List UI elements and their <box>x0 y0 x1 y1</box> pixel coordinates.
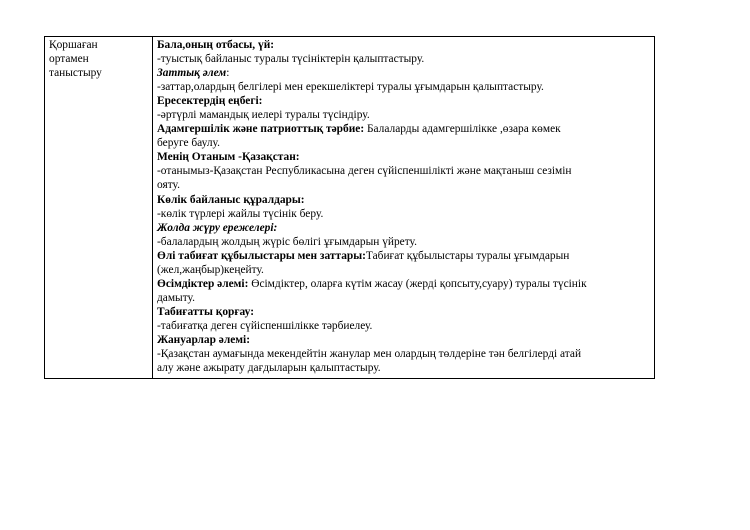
section-text: (жел,жаңбыр)кеңейту. <box>157 263 264 276</box>
topic-line: таныстыру <box>49 67 102 80</box>
curriculum-table <box>44 36 655 379</box>
section-text: -балалардың жолдың жүріс бөлігі ұғымдарын үйрету. <box>157 235 417 248</box>
section-heading-line <box>157 249 650 263</box>
section-heading-line <box>157 305 650 319</box>
section-heading-line <box>157 333 650 347</box>
section-text: -туыстық байланыс туралы түсініктерін қалыптастыру. <box>157 53 425 66</box>
heading-suffix: : <box>226 67 230 80</box>
section-text: дамыту. <box>157 291 195 304</box>
section-heading: Жануарлар әлемі: <box>157 333 251 346</box>
section-heading-line <box>157 38 650 52</box>
section-inline-text: Өсімдіктер, оларға күтім жасау (жерді қопсыту,суару) туралы түсінік <box>248 277 587 290</box>
section-heading: Бала,оның отбасы, үй: <box>157 39 275 51</box>
section-text: -Қазақстан аумағында мекендейтін жанулар мен олардың төлдеріне тән белгілерді атай <box>157 348 582 361</box>
section-heading: Өсімдіктер әлемі: <box>157 277 249 290</box>
section-heading: Табиғатты қорғау: <box>157 305 254 318</box>
section-heading-line <box>157 66 650 80</box>
content-cell <box>153 37 655 379</box>
topic-cell <box>45 37 153 379</box>
section-text: -көлік түрлері жайлы түсінік беру. <box>157 207 324 220</box>
section-heading-line <box>157 193 650 207</box>
section-heading: Өлі табиғат құбылыстары мен заттары: <box>157 249 366 262</box>
section-inline-text: Балаларды адамгершілікке ,өзара көмек <box>364 123 561 136</box>
section-heading: Адамгершілік және патриоттық тәрбие: <box>157 123 365 136</box>
section-heading: Заттық әлем <box>157 67 227 80</box>
section-heading: Ересектердің еңбегі: <box>157 95 263 108</box>
section-inline-text: Табиғат құбылыстары туралы ұғымдарын <box>365 249 570 262</box>
section-heading: Жолда жүру ережелері: <box>157 221 278 234</box>
section-heading: Менің Отаным -Қазақстан: <box>157 151 300 164</box>
section-heading-line <box>157 94 650 108</box>
section-text: -әртүрлі мамандық иелері туралы түсіндіру. <box>157 109 370 122</box>
topic-line: Қоршаған <box>49 39 98 51</box>
section-text: -заттар,олардың белгілері мен ерекшеліктері туралы ұғымдарын қалыптастыру. <box>157 81 544 94</box>
section-heading-line <box>157 221 650 235</box>
section-text: -табиғатқа деген сүйіспеншілікке тәрбиелеу. <box>157 319 373 332</box>
section-text: -отанымыз-Қазақстан Республикасына деген сүйіспеншілікті және мақтаныш сезімін <box>157 165 572 178</box>
section-text: ояту. <box>157 179 180 192</box>
table-row <box>45 37 655 379</box>
section-heading: Көлік байланыс құралдары: <box>157 193 305 206</box>
section-heading-line <box>157 277 650 291</box>
section-text: беруге баулу. <box>157 137 220 150</box>
section-text: алу және ажырату дағдыларын қалыптастыру. <box>157 362 381 375</box>
section-heading-line <box>157 122 650 136</box>
section-heading-line <box>157 150 650 164</box>
topic-line: ортамен <box>49 53 89 66</box>
